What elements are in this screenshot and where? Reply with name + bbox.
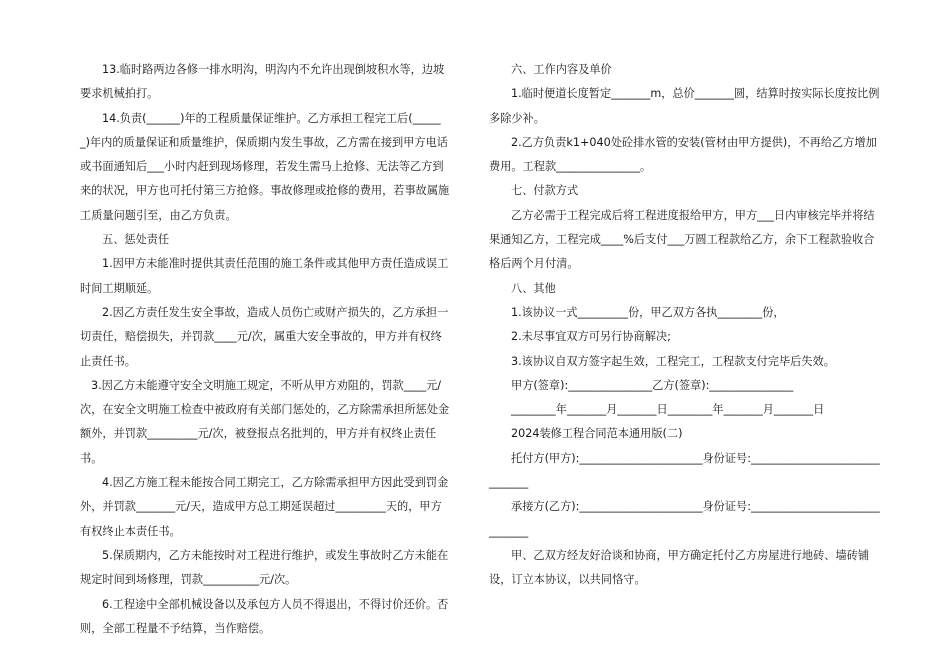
right-paragraph: 2024装修工程合同范本通用版(二) (511, 427, 683, 441)
left-column (80, 58, 450, 641)
left-paragraph: 13.临时路两边各修一排水明沟，明沟内不允许出现倒坡积水等，边坡要求机械拍打。 (80, 63, 445, 101)
left-paragraph: 4.因乙方施工程未能按合同工期完工，乙方除需承担甲方因此受到罚金外，并罚款_______元/天，造成甲方总工期延误超过_________天的，甲方有权终止本责任书。 (80, 476, 449, 538)
right-paragraph: 1.该协议一式_________份，甲乙双方各执________份， (511, 305, 785, 319)
right-paragraph: 2.未尽事宜双方可另行协商解决; (511, 330, 671, 344)
right-paragraph: 乙方必需于工程完成后将工程进度报给甲方，甲方___日内审核完毕并将结果通知乙方，工程完成____%后支付___万圆工程款给乙方，余下工程款验收合格后两个月付清。 (489, 208, 875, 271)
right-paragraph: 甲、乙双方经友好洽谈和协商，甲方确定托付乙方房屋进行地砖、墙砖铺设，订立本协议，以共同恪守。 (489, 548, 870, 587)
right-paragraph: 托付方(甲方):______________________身份证号:______________________________ (489, 451, 880, 490)
right-paragraph: 七、付款方式 (511, 184, 579, 198)
right-paragraph: 甲方(签章):_______________乙方(签章):_______________ (511, 378, 794, 392)
left-paragraph: 2.因乙方责任发生安全事故，造成人员伤亡或财产损失的，乙方承担一切责任，赔偿损失，并罚款____元/次，属重大安全事故的，甲方并有权终止责任书。 (80, 305, 449, 368)
right-paragraph: 六、工作内容及单价 (511, 63, 612, 76)
left-paragraph: 1.因甲方未能准时提供其责任范围的施工条件或其他甲方责任造成误工时间工期顺延。 (80, 257, 449, 295)
right-column (489, 58, 881, 593)
left-paragraph: 14.负责(______)年的工程质量保证维护。乙方承担工程完工后(______)年内的质量保证和质量维护，保质期内发生事故，乙方需在接到甲方电话或书面通知后___小时内赶到现场修理，若发生需马上抢修、无法等乙方到来的状况，甲方也可托付第三方抢修。事故修理或抢修的费用，若事故属施工质量问题引至，由乙方负责。 (80, 111, 450, 222)
right-paragraph: 八、其他 (511, 281, 556, 295)
left-paragraph: 6.工程途中全部机械设备以及承包方人员不得退出，不得讨价还价。否则，全部工程量不予结算，当作赔偿。 (80, 597, 449, 635)
left-paragraph: 3.因乙方未能遵守安全文明施工规定，不听从甲方劝阻的，罚款____元/次，在安全文明施工检查中被政府有关部门惩处的，乙方除需承担所惩处金额外，并罚款_________元/次，被登报点名批判的，甲方并有权终止责任书。 (80, 378, 450, 465)
right-paragraph: 承接方(乙方):______________________身份证号:______________________________ (489, 500, 880, 538)
right-paragraph: 3.该协议自双方签字起生效，工程完工，工程款支付完毕后失效。 (511, 354, 835, 368)
right-paragraph: 2.乙方负责k1+040处砼排水管的安装(管材由甲方提供)，不再给乙方增加费用。工程款_______________。 (489, 135, 877, 174)
left-paragraph: 五、惩处责任 (102, 233, 170, 247)
right-paragraph: ________年_______月_______日________年_______月_______日 (511, 403, 825, 417)
left-paragraph: 5.保质期内，乙方未能按时对工程进行维护，或发生事故时乙方未能在规定时间到场修理，罚款__________元/次。 (80, 548, 449, 587)
right-paragraph: 1.临时便道长度暂定_______m，总价_______圆，结算时按实际长度按比例多除少补。 (489, 87, 880, 125)
